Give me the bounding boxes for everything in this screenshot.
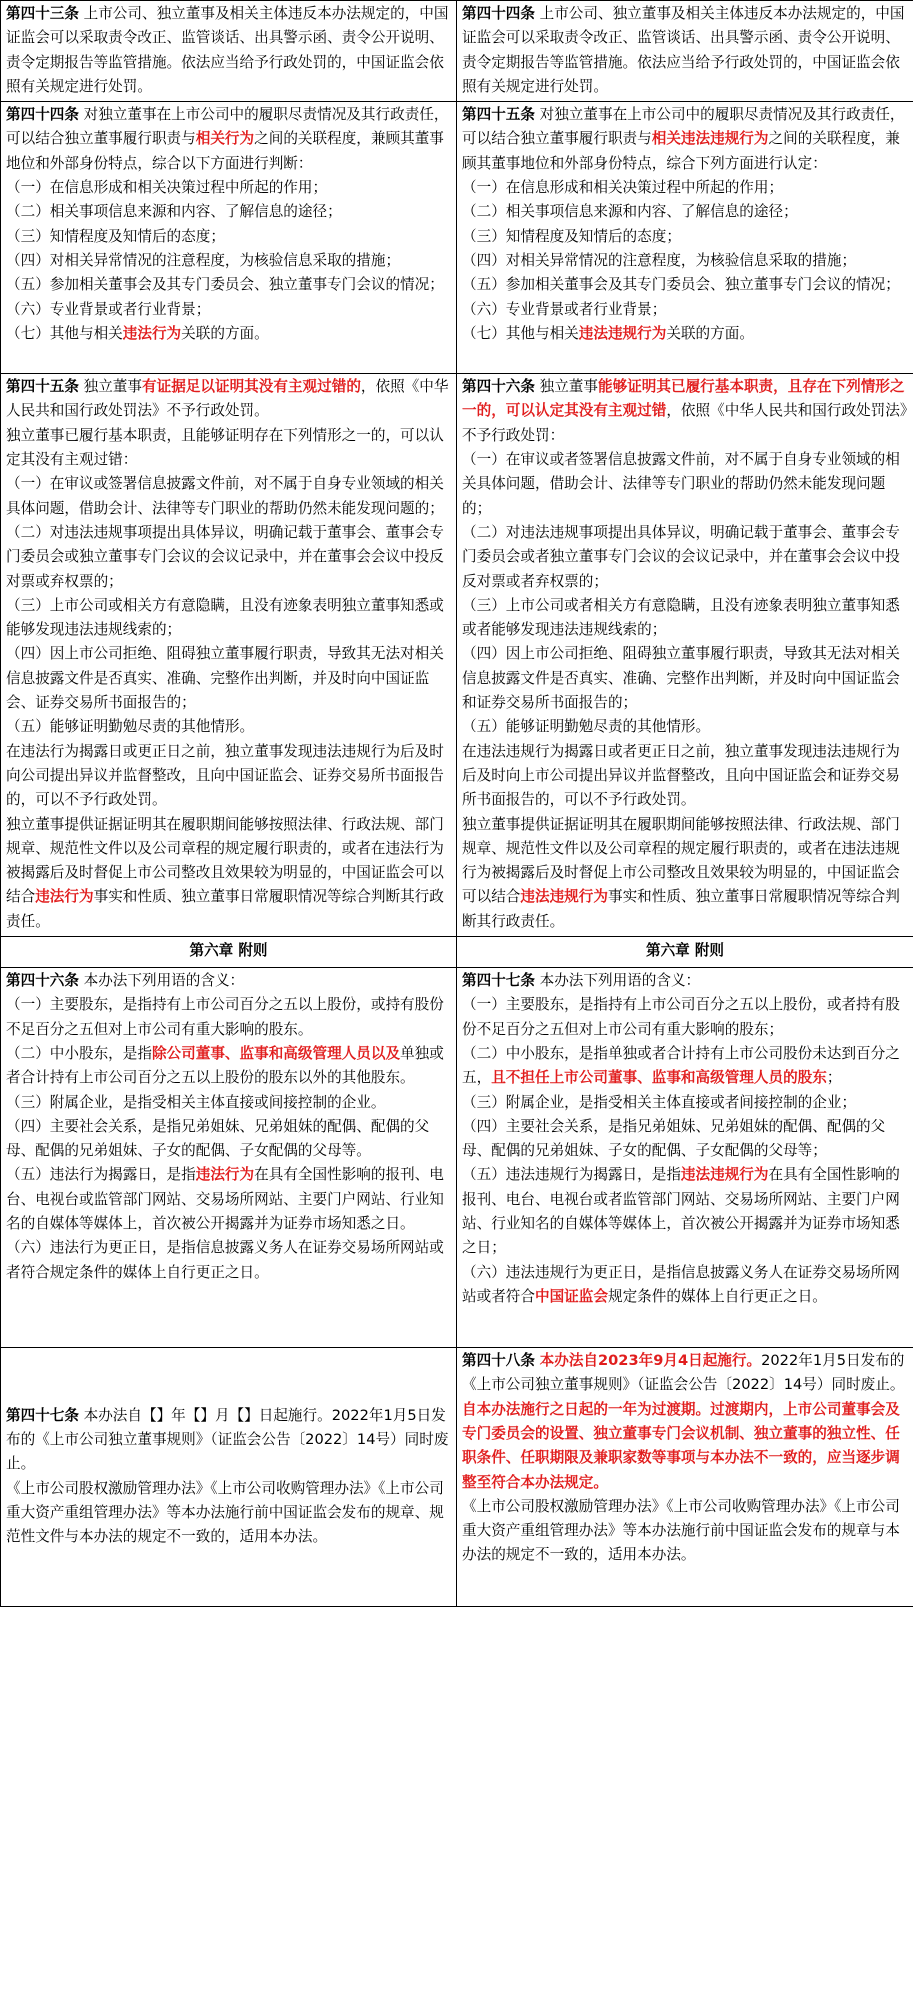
- text-segment: （四）因上市公司拒绝、阻碍独立董事履行职责，导致其无法对相关信息披露文件是否真实、准确、完整作出判断，并及时向中国证监会和证券交易所书面报告的；: [462, 645, 900, 712]
- highlighted-change: 且不担任上市公司董事、监事和高级管理人员的股东: [491, 1069, 827, 1087]
- text-segment: 本办法下列用语的含义：: [78, 972, 245, 990]
- paragraph: [462, 642, 909, 715]
- paragraph: [6, 225, 452, 249]
- text-segment: 在具有全国性影响的报刊、电台、电视台或监管部门网站、交易场所网站、主要门户网站、行业知名的自媒体等媒体上，首次被公开揭露并为证券市场知悉之日。: [6, 1166, 444, 1232]
- text-segment: （四）对相关异常情况的注意程度，为核验信息采取的措施；: [6, 251, 401, 269]
- article-number: 第四十四条: [462, 5, 535, 22]
- highlighted-change: 相关行为: [195, 130, 255, 148]
- text-segment: （三）附属企业，是指受相关主体直接或间接控制的企业。: [6, 1093, 386, 1111]
- text-segment: ，依照《中华人民共和国行政处罚法》不予行政处罚：: [462, 402, 908, 444]
- paragraph: [462, 1261, 909, 1310]
- text-segment: （五）参加相关董事会及其专门委员会、独立董事专门会议的情况；: [462, 276, 900, 294]
- text-segment: （二）中小股东，是指单独或者合计持有上市公司股份未达到百分之五，: [462, 1044, 900, 1087]
- text-segment: 关联的方面。: [181, 324, 269, 342]
- text-segment: 本办法自【】年【】月【】日起施行。2022年1月5日发布的《上市公司独立董事规则》（证监会公告〔2022〕14号）同时废止。: [6, 1406, 449, 1473]
- paragraph: [462, 2, 909, 99]
- text-segment: （五）参加相关董事会及其专门委员会、独立董事专门会议的情况；: [6, 276, 444, 294]
- article-number: 第四十三条: [6, 5, 79, 22]
- paragraph: [6, 2, 452, 99]
- paragraph: [6, 176, 452, 200]
- article-row: [1, 968, 913, 1348]
- text-segment: 独立董事: [78, 378, 142, 396]
- text-segment: （四）主要社会关系，是指兄弟姐妹、兄弟姐妹的配偶、配偶的父母、配偶的兄弟姐妹、子女的配偶、子女配偶的父母等。: [6, 1117, 430, 1160]
- text-segment: （五）违法行为揭露日，是指: [6, 1166, 196, 1184]
- paragraph: [462, 715, 909, 739]
- table-body: [1, 1, 913, 1607]
- paragraph: [6, 200, 452, 224]
- text-segment: 上市公司、独立董事及相关主体违反本办法规定的，中国证监会可以采取责令改正、监管谈话、出具警示函、责令公开说明、责令定期报告等监管措施。依法应当给予行政处罚的，中国证监会依照有关规定进行处罚。: [6, 5, 449, 95]
- highlighted-change: 违法违规行为: [680, 1166, 769, 1184]
- text-segment: （六）专业背景或者行业背景；: [462, 300, 667, 318]
- paragraph: [6, 594, 452, 643]
- text-segment: 在违法行为揭露日或更正日之前，独立董事发现违法违规行为后及时向公司提出异议并监督整改，且向中国证监会、证券交易所书面报告的，可以不予行政处罚。: [6, 742, 444, 809]
- highlighted-change: 自本办法施行之日起的一年为过渡期。过渡期内，上市公司董事会及专门委员会的设置、独立董事专门会议机制、独立董事的独立性、任职条件、任职期限及兼职家数等事项与本办法不一致的，应当逐步调整至符合本办法规定。: [462, 1400, 900, 1491]
- paragraph: [6, 249, 452, 273]
- text-segment: （二）相关事项信息来源和内容、了解信息的途径；: [462, 203, 798, 221]
- paragraph: [6, 1404, 452, 1477]
- chapter-title: [5, 939, 452, 963]
- text-segment: 在具有全国性影响的报刊、电台、电视台或者监管部门网站、交易场所网站、主要门户网站、行业知名的自媒体等媒体上，首次被公开揭露并为证券市场知悉之日；: [462, 1166, 900, 1257]
- paragraph: [462, 322, 909, 346]
- text-segment: 关联的方面。: [666, 324, 754, 342]
- highlighted-change: 中国证监会: [534, 1287, 608, 1305]
- paragraph: [462, 200, 909, 224]
- article-number: 第四十七条: [462, 972, 535, 990]
- old-version-cell: [1, 1348, 457, 1607]
- text-segment: （六）违法违规行为更正日，是指信息披露义务人在证券交易场所网站或者符合: [462, 1263, 900, 1305]
- text-segment: 独立董事已履行基本职责，且能够证明存在下列情形之一的，可以认定其没有主观过错：: [6, 426, 444, 469]
- text-segment: （五）违法违规行为揭露日，是指: [462, 1166, 681, 1184]
- text-segment: （七）其他与相关: [6, 324, 123, 342]
- text-segment: （三）附属企业，是指受相关主体直接或者间接控制的企业；: [462, 1093, 857, 1111]
- text-segment: （六）专业背景或者行业背景；: [6, 300, 211, 318]
- paragraph: [462, 594, 909, 643]
- paragraph: [6, 1042, 452, 1091]
- new-version-cell: [457, 102, 913, 374]
- paragraph: [462, 1163, 909, 1260]
- chapter-title: [461, 939, 909, 963]
- text-segment: 上市公司、独立董事及相关主体违反本办法规定的，中国证监会可以采取责令改正、监管谈话、出具警示函、责令公开说明、责令定期报告等监管措施。依法应当给予行政处罚的，中国证监会依照有关规定进行处罚。: [462, 5, 905, 95]
- text-segment: ，依照《中华人民共和国行政处罚法》不予行政处罚。: [6, 378, 449, 420]
- new-version-cell: [457, 374, 913, 937]
- highlighted-change: 有证据足以证明其没有主观过错的: [142, 378, 361, 396]
- text-segment: 独立董事提供证据证明其在履职期间能够按照法律、行政法规、部门规章、规范性文件以及公司章程的规定履行职责的，或者在违法行为被揭露后及时督促上市公司整改且效果较为明显的，中国证监会可以结合: [6, 815, 444, 906]
- text-segment: （二）相关事项信息来源和内容、了解信息的途径；: [6, 203, 342, 221]
- text-segment: 第六章 附则: [189, 942, 268, 960]
- text-segment: 独立董事提供证据证明其在履职期间能够按照法律、行政法规、部门规章、规范性文件以及公司章程的规定履行职责的，或者在违法违规行为被揭露后及时督促上市公司整改且效果较为明显的，中国证监会可以结合: [462, 815, 900, 906]
- paragraph: [6, 298, 452, 322]
- paragraph: [6, 322, 452, 346]
- old-version-cell: [1, 1, 457, 102]
- text-segment: 之间的关联程度，兼顾其董事地位和外部身份特点，综合以下方面进行判断：: [6, 130, 444, 172]
- paragraph: [462, 176, 909, 200]
- highlighted-change: 本办法自2023年9月4日起施行。: [539, 1352, 762, 1370]
- text-segment: （一）在审议或者签署信息披露文件前，对不属于自身专业领域的相关具体问题，借助会计、法律等专门职业的帮助仍然未能发现问题的；: [462, 451, 900, 517]
- text-segment: ；: [826, 1069, 842, 1087]
- paragraph: [6, 1091, 452, 1115]
- paragraph: [6, 472, 452, 521]
- article-row: [1, 102, 913, 374]
- text-segment: （六）违法行为更正日，是指信息披露义务人在证券交易场所网站或者符合规定条件的媒体上自行更正之日。: [6, 1239, 444, 1281]
- paragraph: [6, 813, 452, 934]
- highlighted-change: 违法行为: [35, 888, 94, 906]
- article-number: 第四十六条: [462, 378, 535, 396]
- paragraph: [6, 715, 452, 739]
- text-segment: （一）主要股东，是指持有上市公司百分之五以上股份，或者持有股份不足百分之五但对上市公司有重大影响的股东；: [462, 996, 900, 1038]
- paragraph: [462, 1349, 909, 1398]
- text-segment: （一）在信息形成和相关决策过程中所起的作用；: [462, 179, 784, 197]
- new-version-cell: [457, 937, 913, 968]
- paragraph: [6, 273, 452, 297]
- new-version-cell: [457, 968, 913, 1348]
- text-segment: 对独立董事在上市公司中的履职尽责情况及其行政责任，可以结合独立董事履行职责与: [6, 106, 449, 148]
- old-version-cell: [1, 374, 457, 937]
- paragraph: [462, 1042, 909, 1091]
- text-segment: 2022年1月5日发布的《上市公司独立董事规则》（证监会公告〔2022〕14号）同时废止。: [462, 1352, 905, 1394]
- paragraph: [6, 993, 452, 1042]
- text-segment: （三）知情程度及知情后的态度；: [462, 227, 681, 245]
- text-segment: 在违法违规行为揭露日或者更正日之前，独立董事发现违法违规行为后及时向上市公司提出异议并监督整改，且向中国证监会和证券交易所书面报告的，可以不予行政处罚。: [462, 742, 900, 809]
- highlighted-change: 相关违法违规行为: [651, 130, 769, 148]
- highlighted-change: 除公司董事、监事和高级管理人员以及: [151, 1044, 401, 1062]
- text-segment: 独立董事: [534, 378, 598, 396]
- text-segment: （三）上市公司或相关方有意隐瞒，且没有迹象表明独立董事知悉或能够发现违法违规线索的；: [6, 596, 444, 639]
- article-row: [1, 374, 913, 937]
- text-segment: （五）能够证明勤勉尽责的其他情形。: [462, 718, 711, 736]
- paragraph: [462, 1398, 909, 1495]
- highlighted-change: 能够证明其已履行基本职责，且存在下列情形之一的，可以认定其没有主观过错: [462, 378, 905, 420]
- paragraph: [6, 521, 452, 594]
- article-number: 第四十七条: [6, 1406, 79, 1424]
- chapter-heading-row: [1, 937, 913, 968]
- text-segment: （一）在信息形成和相关决策过程中所起的作用；: [6, 179, 328, 197]
- text-segment: （一）在审议或签署信息披露文件前，对不属于自身专业领域的相关具体问题，借助会计、法律等专门职业的帮助仍然未能发现问题的；: [6, 475, 444, 517]
- text-segment: 《上市公司股权激励管理办法》《上市公司收购管理办法》《上市公司重大资产重组管理办法》等本办法施行前中国证监会发布的规章、规范性文件与本办法的规定不一致的，适用本办法。: [6, 1479, 444, 1546]
- paragraph: [6, 1163, 452, 1236]
- paragraph: [6, 375, 452, 424]
- text-segment: （二）对违法违规事项提出具体异议，明确记载于董事会、董事会专门委员会或者独立董事专门会议的会议记录中，并在董事会会议中投反对票或者弃权票的；: [462, 523, 900, 590]
- paragraph: [462, 813, 909, 934]
- article-number: 第四十五条: [462, 106, 535, 124]
- highlighted-change: 违法行为: [122, 324, 182, 342]
- text-segment: 第六章 附则: [645, 942, 725, 960]
- paragraph: [6, 1236, 452, 1285]
- old-version-cell: [1, 937, 457, 968]
- paragraph: [462, 103, 909, 176]
- paragraph: [462, 969, 909, 993]
- paragraph: [6, 424, 452, 473]
- text-segment: （四）因上市公司拒绝、阻碍独立董事履行职责，导致其无法对相关信息披露文件是否真实、准确、完整作出判断，并及时向中国证监会、证券交易所书面报告的；: [6, 645, 444, 712]
- paragraph: [462, 375, 909, 448]
- paragraph: [462, 1091, 909, 1115]
- paragraph: [462, 298, 909, 322]
- text-segment: （五）能够证明勤勉尽责的其他情形。: [6, 718, 255, 736]
- text-segment: （三）知情程度及知情后的态度；: [6, 227, 225, 245]
- text-segment: （二）中小股东，是指: [6, 1044, 152, 1062]
- article-number: 第四十四条: [6, 106, 79, 124]
- highlighted-change: 违法违规行为: [578, 324, 667, 342]
- paragraph: [6, 740, 452, 813]
- text-segment: （七）其他与相关: [462, 324, 579, 342]
- paragraph: [462, 273, 909, 297]
- text-segment: 事实和性质、独立董事日常履职情况等综合判断其行政责任。: [462, 888, 900, 930]
- text-segment: （四）主要社会关系，是指兄弟姐妹、兄弟姐妹的配偶、配偶的父母、配偶的兄弟姐妹、子女的配偶、子女配偶的父母等；: [462, 1117, 886, 1160]
- paragraph: [462, 1115, 909, 1164]
- paragraph: [462, 521, 909, 594]
- article-number: 第四十五条: [6, 378, 79, 396]
- highlighted-change: 违法违规行为: [520, 888, 608, 906]
- paragraph: [6, 1115, 452, 1164]
- text-segment: 单独或者合计持有上市公司百分之五以上股份的股东以外的其他股东。: [6, 1044, 444, 1087]
- article-number: 第四十六条: [6, 972, 79, 990]
- paragraph: [6, 969, 452, 993]
- text-segment: 本办法下列用语的含义：: [534, 972, 701, 990]
- article-row: [1, 1, 913, 102]
- paragraph: [462, 225, 909, 249]
- old-version-cell: [1, 102, 457, 374]
- old-version-cell: [1, 968, 457, 1348]
- text-segment: （二）对违法违规事项提出具体异议，明确记载于董事会、董事会专门委员会或独立董事专门会议的会议记录中，并在董事会会议中投反对票或弃权票的；: [6, 523, 444, 590]
- paragraph: [462, 1495, 909, 1568]
- paragraph: [462, 249, 909, 273]
- new-version-cell: [457, 1, 913, 102]
- text-segment: 之间的关联程度，兼顾其董事地位和外部身份特点，综合下列方面进行认定：: [462, 130, 900, 172]
- paragraph: [462, 448, 909, 521]
- paragraph: [462, 993, 909, 1042]
- paragraph: [462, 740, 909, 813]
- new-version-cell: [457, 1348, 913, 1607]
- text-segment: 事实和性质、独立董事日常履职情况等综合判断其行政责任。: [6, 888, 444, 930]
- paragraph: [6, 642, 452, 715]
- article-row: [1, 1348, 913, 1607]
- text-segment: （三）上市公司或者相关方有意隐瞒，且没有迹象表明独立董事知悉或者能够发现违法违规线索的；: [462, 596, 900, 639]
- text-segment: （四）对相关异常情况的注意程度，为核验信息采取的措施；: [462, 251, 857, 269]
- article-number: 第四十八条: [462, 1352, 535, 1370]
- text-segment: 《上市公司股权激励管理办法》《上市公司收购管理办法》《上市公司重大资产重组管理办法》等本办法施行前中国证监会发布的规章与本办法的规定不一致的，适用本办法。: [462, 1497, 900, 1564]
- paragraph: [6, 103, 452, 176]
- text-segment: 规定条件的媒体上自行更正之日。: [607, 1287, 827, 1305]
- paragraph: [6, 1477, 452, 1550]
- highlighted-change: 违法行为: [195, 1166, 255, 1184]
- text-segment: 对独立董事在上市公司中的履职尽责情况及其行政责任，可以结合独立董事履行职责与: [462, 106, 905, 148]
- text-segment: （一）主要股东，是指持有上市公司百分之五以上股份，或持有股份不足百分之五但对上市公司有重大影响的股东。: [6, 996, 444, 1038]
